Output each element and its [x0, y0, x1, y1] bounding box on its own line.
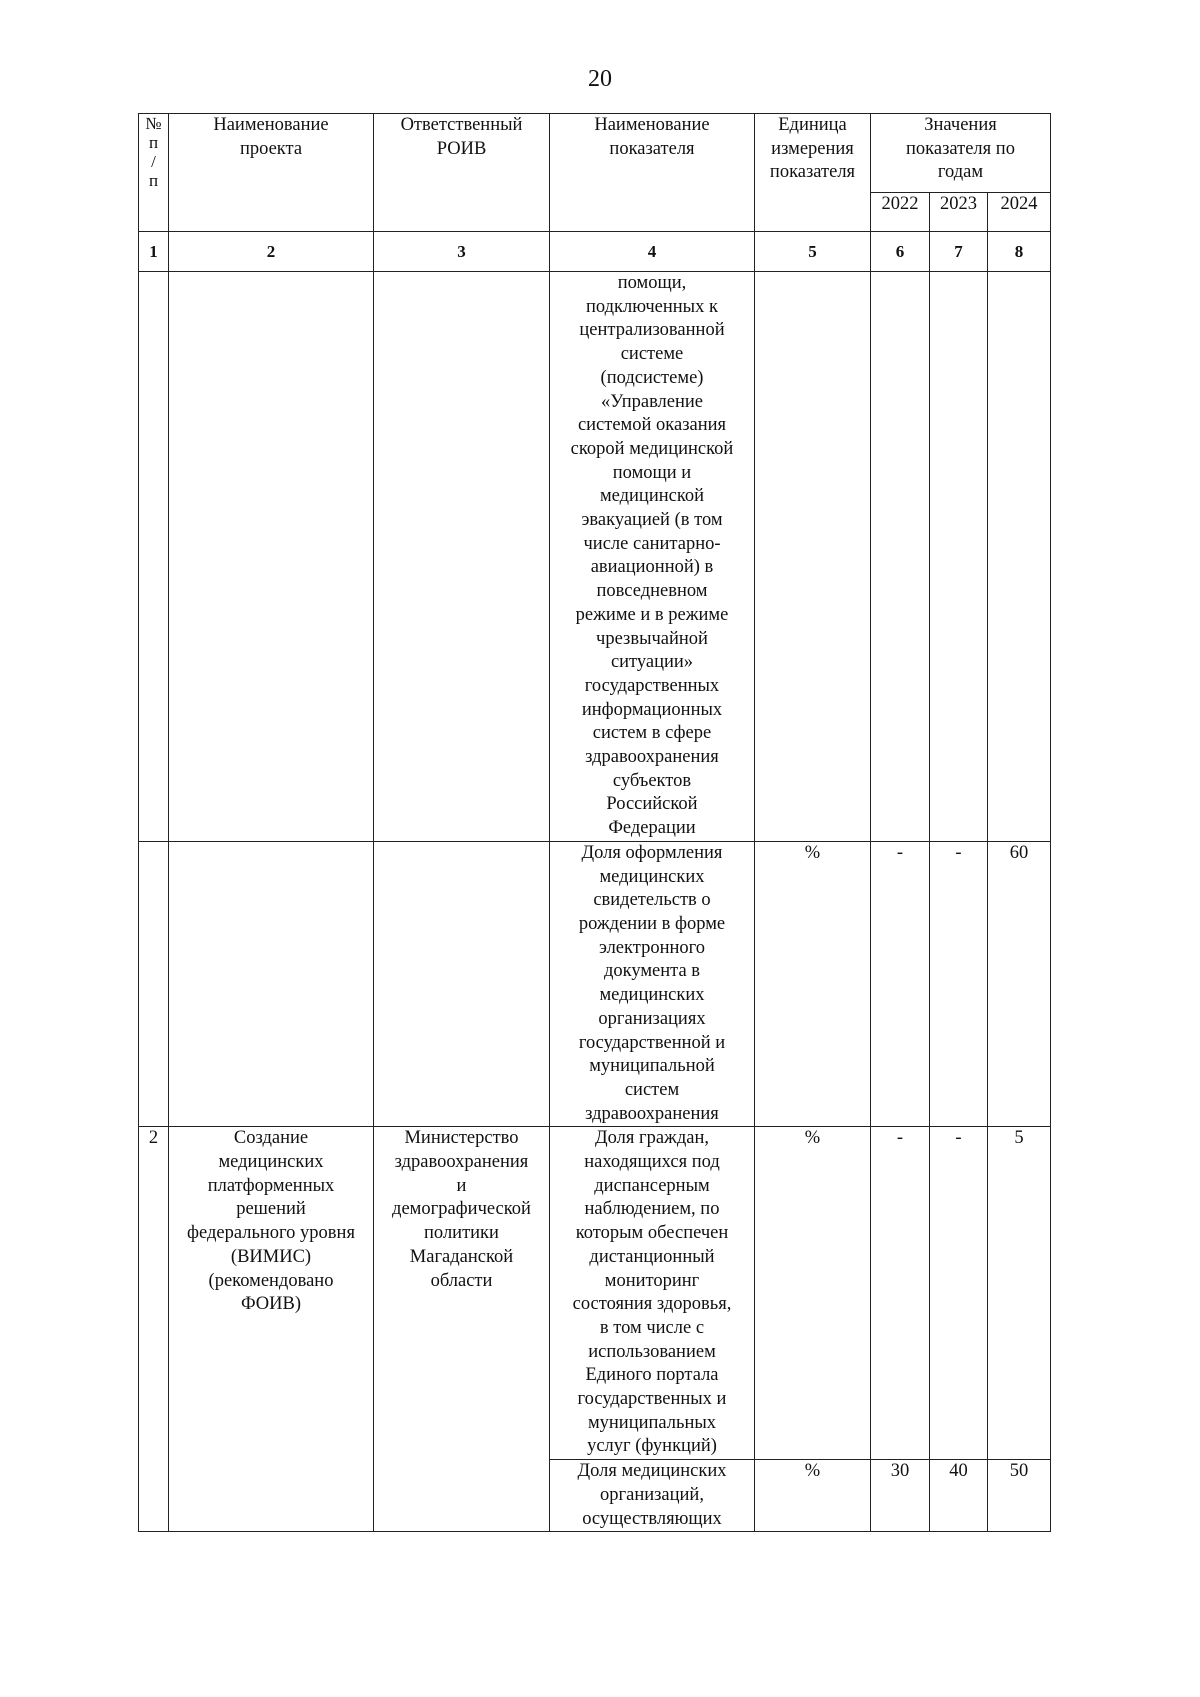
column-number: 8: [988, 232, 1051, 272]
table-row: [139, 272, 1051, 842]
row-number-cell: [139, 272, 169, 842]
header-values-by-year-cell: Значения показателя по годам: [871, 114, 1051, 193]
header-year-2023: 2023: [930, 193, 988, 232]
header-year-2024: 2024: [988, 193, 1051, 232]
table-header-row: [139, 114, 1051, 193]
indicators-table: [138, 113, 1051, 1532]
value-2023-cell: 40: [930, 1460, 988, 1532]
indicator-name-cell: Доля оформления медицинских свидетельств о рождении в форме электронного документа в медицинских организациях государственной и муниципальной систем здравоохранения: [550, 841, 755, 1126]
value-2023-cell: -: [930, 1127, 988, 1460]
value-2022-cell: -: [871, 841, 930, 1126]
value-2024-cell: 50: [988, 1460, 1051, 1532]
responsible-roiv-cell: [374, 272, 550, 842]
column-numbers-row: [139, 232, 1051, 272]
column-number: 3: [374, 232, 550, 272]
header-responsible-roiv-cell: Ответственный РОИВ: [374, 114, 550, 232]
indicator-name-cell: Доля граждан, находящихся под диспансерным наблюдением, по которым обеспечен дистанционный мониторинг состояния здоровья, в том числе с использованием Единого портала государственных и муниципальных услуг (функций): [550, 1127, 755, 1460]
value-2024-cell: [988, 272, 1051, 842]
column-number: 7: [930, 232, 988, 272]
table-row: [139, 1127, 1051, 1460]
header-indicator-name-cell: Наименование показателя: [550, 114, 755, 232]
project-name-cell: [169, 841, 374, 1126]
header-unit-cell: Единица измерения показателя: [755, 114, 871, 232]
column-number: 5: [755, 232, 871, 272]
value-2024-cell: 5: [988, 1127, 1051, 1460]
column-number: 6: [871, 232, 930, 272]
unit-cell: [755, 272, 871, 842]
indicator-name-cell: Доля медицинских организаций, осуществляющих: [550, 1460, 755, 1532]
table-row: [139, 841, 1051, 1126]
unit-cell: %: [755, 841, 871, 1126]
project-name-cell: [169, 272, 374, 842]
value-2023-cell: [930, 272, 988, 842]
row-number-cell: [139, 841, 169, 1126]
header-year-2022: 2022: [871, 193, 930, 232]
unit-cell: %: [755, 1460, 871, 1532]
header-project-name-cell: Наименование проекта: [169, 114, 374, 232]
responsible-roiv-cell: Министерство здравоохранения и демографической политики Магаданской области: [374, 1127, 550, 1532]
value-2022-cell: -: [871, 1127, 930, 1460]
page-number: 20: [588, 66, 612, 92]
value-2024-cell: 60: [988, 841, 1051, 1126]
column-number: 1: [139, 232, 169, 272]
unit-cell: %: [755, 1127, 871, 1460]
project-name-cell: Создание медицинских платформенных решений федерального уровня (ВИМИС) (рекомендовано ФОИВ): [169, 1127, 374, 1532]
value-2023-cell: -: [930, 841, 988, 1126]
responsible-roiv-cell: [374, 841, 550, 1126]
value-2022-cell: [871, 272, 930, 842]
header-number-cell: № п / п: [139, 114, 169, 232]
column-number: 2: [169, 232, 374, 272]
column-number: 4: [550, 232, 755, 272]
row-number-cell: 2: [139, 1127, 169, 1532]
value-2022-cell: 30: [871, 1460, 930, 1532]
indicator-name-cell: помощи, подключенных к централизованной системе (подсистеме) «Управление системой оказания скорой медицинской помощи и медицинской эвакуацией (в том числе санитарно- авиационной) в повседневном режиме и в режиме чрезвычайной ситуации» государственных информационных систем в сфере здравоохранения субъектов Российской Федерации: [550, 272, 755, 842]
